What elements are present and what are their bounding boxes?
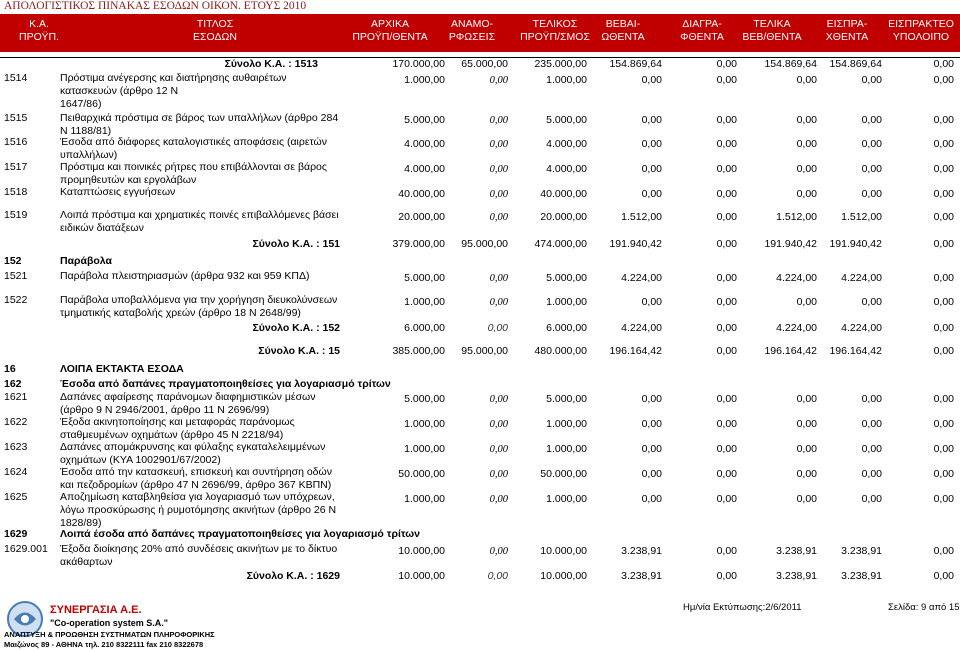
row-value: 0,00 bbox=[933, 163, 954, 175]
row-value: 4.224,00 bbox=[776, 272, 817, 284]
row-value: 0,00 bbox=[861, 114, 882, 126]
print-date: Ημ/νία Εκτύπωσης:2/6/2011 bbox=[683, 602, 802, 613]
account-title: 1647/86) bbox=[60, 98, 102, 110]
row-value: 0,00 bbox=[796, 296, 817, 308]
subtotal-value: 196.164,42 bbox=[609, 345, 662, 357]
group-title: Έσοδα από δαπάνες πραγματοποιηθείσες για λογαριασμό τρίτων bbox=[60, 378, 391, 390]
account-title: Πειθαρχικά πρόστιμα σε βάρος των υπαλλήλων (άρθρο 284 bbox=[60, 112, 339, 124]
account-title: Ν 1188/81) bbox=[60, 125, 112, 137]
row-value: 0,00 bbox=[933, 545, 954, 557]
account-title: κατασκευών (άρθρο 12 Ν bbox=[60, 85, 179, 97]
row-value: 0,00 bbox=[716, 545, 737, 557]
subtotal-value: 154.869,64 bbox=[609, 58, 662, 70]
row-value: 0,00 bbox=[489, 75, 508, 86]
group-code: 152 bbox=[4, 255, 22, 267]
row-value: 0,00 bbox=[796, 188, 817, 200]
subtotal-value: 4.224,00 bbox=[776, 322, 817, 334]
row-value: 0,00 bbox=[641, 138, 662, 150]
subtotal-value: 0,00 bbox=[716, 322, 737, 334]
account-code: 1518 bbox=[4, 186, 28, 198]
account-title: Παράβολα πλειστηριασμών (άρθρα 932 και 959 ΚΠΔ) bbox=[60, 270, 310, 282]
row-value: 4.000,00 bbox=[546, 138, 587, 150]
row-value: 5.000,00 bbox=[404, 393, 445, 405]
row-value: 5.000,00 bbox=[546, 393, 587, 405]
row-value: 0,00 bbox=[716, 188, 737, 200]
row-value: 0,00 bbox=[716, 443, 737, 455]
row-value: 0,00 bbox=[933, 493, 954, 505]
account-title: ειδικών διατάξεων bbox=[60, 222, 144, 234]
page-number: Σελίδα: 9 από 15 bbox=[888, 602, 960, 613]
row-value: 1.512,00 bbox=[621, 211, 662, 223]
account-title: Έσοδα από διάφορες καταλογιστικές αποφάσεις (αιρετών bbox=[60, 136, 327, 148]
subtotal-value: 0,00 bbox=[933, 238, 954, 250]
subtotal-value: 3.238,91 bbox=[776, 570, 817, 582]
account-code: 1516 bbox=[4, 136, 28, 148]
row-value: 20.000,00 bbox=[540, 211, 587, 223]
account-title: Καταπτώσεις εγγυήσεων bbox=[60, 186, 176, 198]
row-value: 0,00 bbox=[641, 296, 662, 308]
subtotal-value: 154.869,64 bbox=[829, 58, 882, 70]
row-value: 0,00 bbox=[489, 394, 508, 405]
subtotal-value: 196.164,42 bbox=[764, 345, 817, 357]
row-value: 5.000,00 bbox=[404, 114, 445, 126]
row-value: 0,00 bbox=[716, 296, 737, 308]
account-code: 1515 bbox=[4, 112, 28, 124]
col-remaining: ΕΙΣΠΡΑΚΤΕΟ ΥΠΟΛΟΙΠΟ bbox=[888, 18, 954, 43]
row-value: 0,00 bbox=[716, 211, 737, 223]
subtotal-value: 0,00 bbox=[716, 238, 737, 250]
col-final-conf: ΤΕΛΙΚΑ ΒΕΒ/ΘΕΝΤΑ bbox=[742, 18, 802, 43]
row-value: 1.000,00 bbox=[546, 74, 587, 86]
account-title: ακάθαρτων bbox=[60, 556, 113, 568]
row-value: 0,00 bbox=[641, 443, 662, 455]
row-value: 0,00 bbox=[796, 418, 817, 430]
account-title: Παράβολα υποβαλλόμενα για την χορήγηση διευκολύνσεων bbox=[60, 294, 338, 306]
row-value: 0,00 bbox=[933, 443, 954, 455]
subtotal-value: 235.000,00 bbox=[534, 58, 587, 70]
row-value: 0,00 bbox=[489, 546, 508, 557]
row-value: 0,00 bbox=[489, 444, 508, 455]
group-title: Λοιπά έσοδα από δαπάνες πραγματοποιηθείσες για λογαριασμό τρίτων bbox=[60, 528, 420, 540]
account-title: οχημάτων (ΚΥΑ 1002901/67/2002) bbox=[60, 454, 221, 466]
row-value: 0,00 bbox=[933, 138, 954, 150]
company-address: Μαιζώνος 89 - ΑΘΗΝΑ τηλ. 210 8322111 fax 210 8322678 bbox=[4, 640, 204, 649]
subtotal-label: Σύνολο Κ.Α. : 151 bbox=[252, 238, 340, 250]
row-value: 1.000,00 bbox=[404, 443, 445, 455]
account-title: Έσοδα από την κατασκευή, επισκευή και συντήρηση οδών bbox=[60, 466, 332, 478]
subtotal-value: 10.000,00 bbox=[540, 570, 587, 582]
account-title: τμηματικής καταβολής χρεών (άρθρο 18 Ν 2648/99) bbox=[60, 307, 301, 319]
row-value: 1.000,00 bbox=[404, 493, 445, 505]
subtotal-value: 6.000,00 bbox=[404, 322, 445, 334]
subtotal-value: 0,00 bbox=[933, 570, 954, 582]
row-value: 0,00 bbox=[796, 114, 817, 126]
account-title: Έξοδα διοίκησης 20% από συνδέσεις ακινήτων με το δίκτυο bbox=[60, 543, 338, 555]
row-value: 0,00 bbox=[796, 138, 817, 150]
subtotal-value: 95.000,00 bbox=[461, 345, 508, 357]
subtotal-value: 0,00 bbox=[716, 58, 737, 70]
row-value: 0,00 bbox=[641, 468, 662, 480]
col-initial: ΑΡΧΙΚΑ ΠΡΟΫΠ/ΘΕΝΤΑ bbox=[352, 18, 428, 43]
row-value: 1.000,00 bbox=[546, 443, 587, 455]
subtotal-value: 154.869,64 bbox=[764, 58, 817, 70]
account-code: 1622 bbox=[4, 416, 28, 428]
row-value: 0,00 bbox=[933, 188, 954, 200]
row-value: 4.224,00 bbox=[621, 272, 662, 284]
table-header bbox=[0, 14, 960, 52]
subtotal-value: 0,00 bbox=[933, 345, 954, 357]
subtotal-value: 191.940,42 bbox=[829, 238, 882, 250]
account-title: προμηθευτών και εργολάβων bbox=[60, 174, 197, 186]
report-title-bar bbox=[0, 0, 960, 14]
row-value: 0,00 bbox=[716, 418, 737, 430]
subtotal-label: Σύνολο Κ.Α. : 1513 bbox=[224, 58, 318, 70]
row-value: 1.512,00 bbox=[841, 211, 882, 223]
account-title: Δαπάνες αφαίρεσης παράνομων διαφημιστικών μέσων bbox=[60, 391, 316, 403]
subtotal-value: 0,00 bbox=[933, 58, 954, 70]
row-value: 0,00 bbox=[933, 296, 954, 308]
subtotal-value: 3.238,91 bbox=[841, 570, 882, 582]
row-value: 4.000,00 bbox=[404, 163, 445, 175]
row-value: 0,00 bbox=[933, 272, 954, 284]
row-value: 3.238,91 bbox=[621, 545, 662, 557]
col-collected: ΕΙΣΠΡΑ- ΧΘΕΝΤΑ bbox=[825, 18, 869, 43]
row-value: 0,00 bbox=[489, 419, 508, 430]
row-value: 50.000,00 bbox=[540, 468, 587, 480]
row-value: 1.000,00 bbox=[546, 418, 587, 430]
company-tagline: ΑΝΑΠΤΥΞΗ & ΠΡΟΩΘΗΣΗ ΣΥΣΤΗΜΑΤΩΝ ΠΛΗΡΟΦΟΡΙΚΗΣ bbox=[4, 630, 215, 639]
row-value: 0,00 bbox=[716, 163, 737, 175]
row-value: 0,00 bbox=[796, 443, 817, 455]
group-title: Παράβολα bbox=[60, 255, 112, 267]
col-confirmed: ΒΕΒΑΙ- ΩΘΕΝΤΑ bbox=[601, 18, 645, 43]
group-title: ΛΟΙΠΑ ΕΚΤΑΚΤΑ ΕΣΟΔΑ bbox=[60, 363, 184, 375]
account-title: Δαπάνες απομάκρυνσης και φύλαξης εγκαταλελειμμένων bbox=[60, 441, 326, 453]
account-code: 1522 bbox=[4, 294, 28, 306]
col-deleted: ΔΙΑΓΡΑ- ΦΘΕΝΤΑ bbox=[680, 18, 724, 43]
row-value: 0,00 bbox=[796, 393, 817, 405]
row-value: 1.000,00 bbox=[404, 296, 445, 308]
account-code: 1621 bbox=[4, 391, 28, 403]
row-value: 0,00 bbox=[489, 189, 508, 200]
col-ka: Κ.Α. ΠΡΟΫΠ. bbox=[19, 18, 59, 43]
account-code: 1521 bbox=[4, 270, 28, 282]
row-value: 40.000,00 bbox=[540, 188, 587, 200]
subtotal-label: Σύνολο Κ.Α. : 152 bbox=[252, 322, 340, 334]
row-value: 1.512,00 bbox=[776, 211, 817, 223]
account-title: λόγω προσκύρωσης ή ρυμοτόμησης ακινήτων (άρθρο 26 Ν bbox=[60, 504, 337, 516]
row-value: 3.238,91 bbox=[776, 545, 817, 557]
row-value: 20.000,00 bbox=[398, 211, 445, 223]
account-code: 1623 bbox=[4, 441, 28, 453]
subtotal-value: 0,00 bbox=[487, 322, 508, 334]
row-value: 1.000,00 bbox=[546, 493, 587, 505]
account-title: υπαλλήλων) bbox=[60, 149, 118, 161]
row-value: 0,00 bbox=[641, 114, 662, 126]
report-title: ΑΠΟΛΟΓΙΣΤΙΚΟΣ ΠΙΝΑΚΑΣ ΕΣΟΔΩΝ ΟΙΚΟΝ. ΕΤΟΥΣ 2010 bbox=[4, 0, 307, 12]
account-code: 1514 bbox=[4, 72, 28, 84]
subtotal-value: 0,00 bbox=[716, 570, 737, 582]
row-value: 0,00 bbox=[933, 418, 954, 430]
subtotal-value: 10.000,00 bbox=[398, 570, 445, 582]
row-value: 0,00 bbox=[716, 393, 737, 405]
subtotal-value: 191.940,42 bbox=[764, 238, 817, 250]
account-title: 1828/89) bbox=[60, 517, 102, 529]
subtotal-value: 4.224,00 bbox=[841, 322, 882, 334]
account-code: 1625 bbox=[4, 491, 28, 503]
row-value: 0,00 bbox=[796, 163, 817, 175]
row-value: 0,00 bbox=[716, 272, 737, 284]
row-value: 0,00 bbox=[641, 188, 662, 200]
row-value: 0,00 bbox=[933, 74, 954, 86]
row-value: 0,00 bbox=[641, 393, 662, 405]
subtotal-label: Σύνολο Κ.Α. : 15 bbox=[258, 345, 340, 357]
table-rule bbox=[0, 57, 960, 58]
row-value: 1.000,00 bbox=[404, 418, 445, 430]
row-value: 0,00 bbox=[861, 163, 882, 175]
row-value: 5.000,00 bbox=[546, 272, 587, 284]
row-value: 0,00 bbox=[641, 74, 662, 86]
row-value: 0,00 bbox=[933, 393, 954, 405]
row-value: 0,00 bbox=[716, 138, 737, 150]
group-code: 162 bbox=[4, 378, 22, 390]
account-title: Λοιπά πρόστιμα και χρηματικές ποινές επιβαλλόμενες βάσει bbox=[60, 209, 339, 221]
subtotal-value: 0,00 bbox=[933, 322, 954, 334]
group-code: 1629 bbox=[4, 528, 28, 540]
row-value: 0,00 bbox=[716, 74, 737, 86]
row-value: 0,00 bbox=[933, 468, 954, 480]
account-title: Πρόστιμα ανέγερσης και διατήρησης αυθαιρέτων bbox=[60, 72, 287, 84]
subtotal-label: Σύνολο Κ.Α. : 1629 bbox=[246, 570, 340, 582]
row-value: 10.000,00 bbox=[398, 545, 445, 557]
account-code: 1517 bbox=[4, 161, 28, 173]
row-value: 0,00 bbox=[489, 139, 508, 150]
row-value: 0,00 bbox=[641, 418, 662, 430]
col-reforms: ΑΝΑΜΟ- ΡΦΩΣΕΙΣ bbox=[448, 18, 496, 43]
subtotal-value: 0,00 bbox=[487, 570, 508, 582]
row-value: 40.000,00 bbox=[398, 188, 445, 200]
account-title: Πρόστιμα και ποινικές ρήτρες που επιβάλλονται σε βάρος bbox=[60, 161, 327, 173]
subtotal-value: 4.224,00 bbox=[621, 322, 662, 334]
row-value: 0,00 bbox=[641, 493, 662, 505]
row-value: 0,00 bbox=[861, 493, 882, 505]
account-code: 1629.001 bbox=[4, 543, 48, 555]
col-final-budget: ΤΕΛΙΚΟΣ ΠΡΟΫΠ/ΣΜΟΣ bbox=[520, 18, 590, 43]
row-value: 0,00 bbox=[489, 297, 508, 308]
account-title: Έξοδα ακινητοποίησης και μεταφοράς παράνομως bbox=[60, 416, 295, 428]
row-value: 0,00 bbox=[861, 138, 882, 150]
row-value: 0,00 bbox=[641, 163, 662, 175]
row-value: 0,00 bbox=[861, 418, 882, 430]
row-value: 3.238,91 bbox=[841, 545, 882, 557]
row-value: 5.000,00 bbox=[546, 114, 587, 126]
row-value: 1.000,00 bbox=[404, 74, 445, 86]
row-value: 1.000,00 bbox=[546, 296, 587, 308]
row-value: 4.000,00 bbox=[404, 138, 445, 150]
row-value: 0,00 bbox=[933, 211, 954, 223]
row-value: 0,00 bbox=[489, 494, 508, 505]
subtotal-value: 170.000,00 bbox=[392, 58, 445, 70]
subtotal-value: 65.000,00 bbox=[461, 58, 508, 70]
account-title: (άρθρο 9 Ν 2946/2001, άρθρο 11 Ν 2696/99) bbox=[60, 404, 270, 416]
row-value: 0,00 bbox=[796, 468, 817, 480]
row-value: 4.224,00 bbox=[841, 272, 882, 284]
row-value: 0,00 bbox=[861, 296, 882, 308]
subtotal-value: 385.000,00 bbox=[392, 345, 445, 357]
subtotal-value: 379.000,00 bbox=[392, 238, 445, 250]
row-value: 0,00 bbox=[861, 188, 882, 200]
account-code: 1519 bbox=[4, 209, 28, 221]
row-value: 0,00 bbox=[489, 115, 508, 126]
row-value: 0,00 bbox=[861, 443, 882, 455]
row-value: 0,00 bbox=[861, 393, 882, 405]
account-title: Αποζημίωση καταβληθείσα για λογαριασμό των υπόχρεων, bbox=[60, 491, 335, 503]
row-value: 10.000,00 bbox=[540, 545, 587, 557]
row-value: 0,00 bbox=[489, 164, 508, 175]
subtotal-value: 6.000,00 bbox=[546, 322, 587, 334]
company-name: ΣΥΝΕΡΓΑΣΙΑ Α.Ε. bbox=[50, 604, 142, 616]
row-value: 5.000,00 bbox=[404, 272, 445, 284]
row-value: 0,00 bbox=[716, 493, 737, 505]
row-value: 0,00 bbox=[796, 74, 817, 86]
row-value: 0,00 bbox=[716, 468, 737, 480]
row-value: 0,00 bbox=[933, 114, 954, 126]
company-subtitle: "Co-operation system S.A." bbox=[50, 618, 169, 628]
subtotal-value: 191.940,42 bbox=[609, 238, 662, 250]
row-value: 0,00 bbox=[716, 114, 737, 126]
row-value: 0,00 bbox=[489, 273, 508, 284]
row-value: 0,00 bbox=[489, 212, 508, 223]
group-code: 16 bbox=[4, 363, 16, 375]
row-value: 0,00 bbox=[861, 74, 882, 86]
subtotal-value: 3.238,91 bbox=[621, 570, 662, 582]
subtotal-value: 0,00 bbox=[716, 345, 737, 357]
account-title: σταθμευμένων οχημάτων (άρθρο 45 Ν 2218/94) bbox=[60, 429, 284, 441]
subtotal-value: 196.164,42 bbox=[829, 345, 882, 357]
subtotal-value: 95.000,00 bbox=[461, 238, 508, 250]
row-value: 0,00 bbox=[861, 468, 882, 480]
subtotal-value: 474.000,00 bbox=[534, 238, 587, 250]
col-title: ΤΙΤΛΟΣ ΕΣΟΔΩΝ bbox=[193, 18, 237, 43]
row-value: 0,00 bbox=[796, 493, 817, 505]
subtotal-value: 480.000,00 bbox=[534, 345, 587, 357]
row-value: 4.000,00 bbox=[546, 163, 587, 175]
account-code: 1624 bbox=[4, 466, 28, 478]
account-title: και πεζοδρομίων (άρθρο 47 Ν 2696/99, άρθρο 367 ΚΒΠΝ) bbox=[60, 479, 332, 491]
row-value: 50.000,00 bbox=[398, 468, 445, 480]
row-value: 0,00 bbox=[489, 469, 508, 480]
